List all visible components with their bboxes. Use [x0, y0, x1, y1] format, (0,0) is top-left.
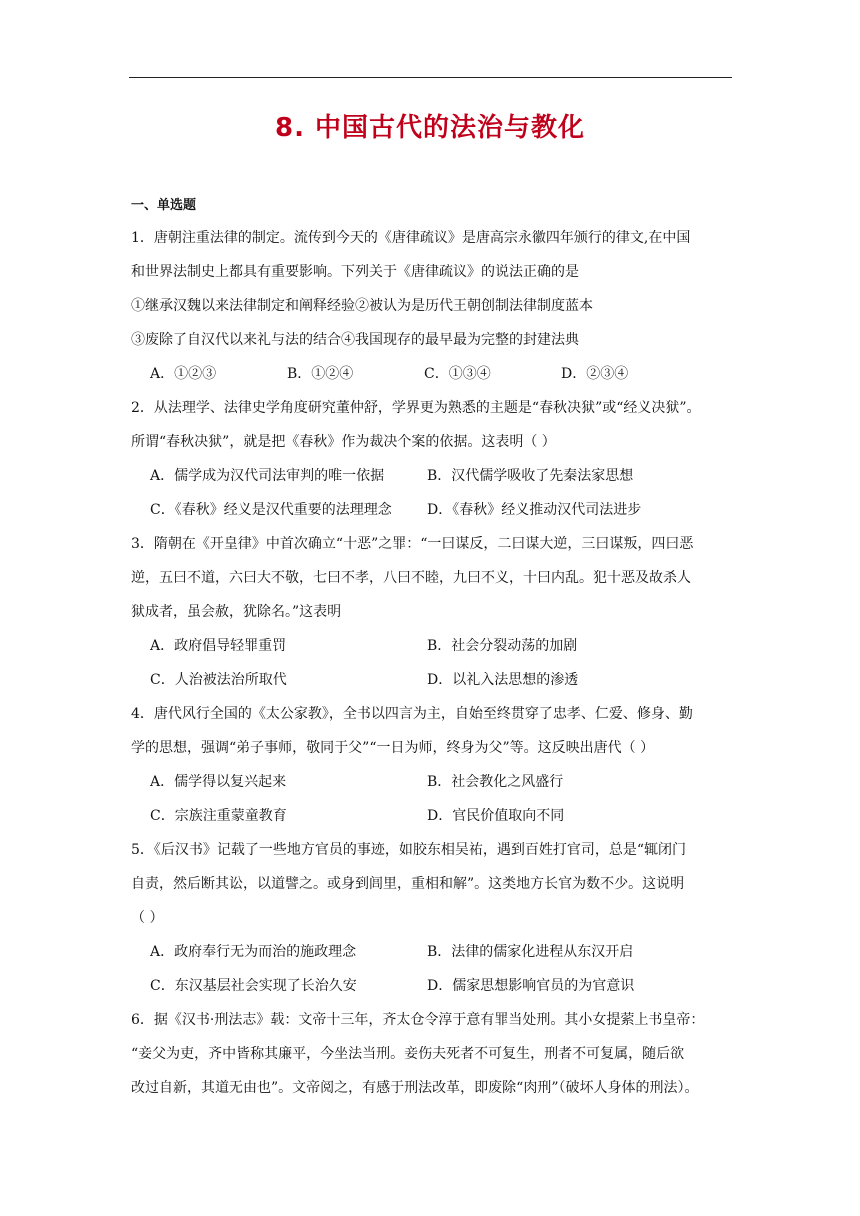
question-text-line: 狱成者，虽会赦，犹除名。”这表明 — [131, 604, 342, 620]
header-rule — [129, 77, 732, 78]
question-text-line: 逆，五曰不道，六曰大不敬，七曰不孝，八曰不睦，九曰不义，十曰内乱。犯十恶及故杀人 — [131, 570, 691, 586]
option-d[interactable]: D．儒家思想影响官员的为官意识 — [427, 978, 635, 994]
question-4 — [131, 697, 735, 833]
answer-options — [131, 493, 735, 527]
question-text-line: ①继承汉魏以来法律制定和阐释经验②被认为是历代王朝创制法律制度蓝本 — [131, 298, 593, 314]
option-b[interactable]: B．法律的儒家化进程从东汉开启 — [427, 944, 634, 960]
option-a[interactable]: A．政府奉行无为而治的施政理念 — [150, 944, 357, 960]
question-text-line: 2．从法理学、法律史学角度研究董仲舒，学界更为熟悉的主题是“春秋决狱”或“经义决狱”。 — [131, 400, 701, 416]
question-text-line: 改过自新，其道无由也”。文帝阅之，有感于刑法改革，即废除“肉刑”（破坏人身体的刑法）。 — [131, 1080, 699, 1096]
option-c[interactable]: C．《春秋》经义是汉代重要的法理理念 — [150, 502, 392, 518]
question-3 — [131, 527, 735, 697]
option-c[interactable]: C．东汉基层社会实现了长治久安 — [150, 978, 357, 994]
option-c[interactable]: C．人治被法治所取代 — [150, 672, 287, 688]
option-b[interactable]: B．汉代儒学吸收了先秦法家思想 — [427, 468, 634, 484]
answer-options — [131, 799, 735, 833]
question-text-line: 3．隋朝在《开皇律》中首次确立“十恶”之罪：“一曰谋反，二曰谋大逆，三曰谋叛，四曰恶 — [131, 536, 694, 552]
answer-options — [131, 969, 735, 1003]
option-b[interactable]: B．①②④ — [287, 366, 354, 382]
answer-options — [131, 765, 735, 799]
answer-options — [131, 663, 735, 697]
answer-options — [131, 357, 735, 391]
question-text-line: 4．唐代风行全国的《太公家教》，全书以四言为主，自始至终贯穿了忠孝、仁爱、修身、勤 — [131, 706, 693, 722]
document-body — [131, 195, 735, 1105]
option-b[interactable]: B．社会教化之风盛行 — [427, 774, 564, 790]
question-text-line: 5．《后汉书》记载了一些地方官员的事迹，如胶东相吴祐，遇到百姓打官司，总是“辄闭门 — [131, 842, 687, 858]
question-2 — [131, 391, 735, 527]
answer-options — [131, 935, 735, 969]
question-text-line: 和世界法制史上都具有重要影响。下列关于《唐律疏议》的说法正确的是 — [131, 264, 579, 280]
option-a[interactable]: A．儒学得以复兴起来 — [150, 774, 287, 790]
question-text-line: （ ） — [131, 910, 164, 926]
question-text-line: 所谓“春秋决狱”，就是把《春秋》作为裁决个案的依据。这表明（ ） — [131, 434, 556, 450]
option-c[interactable]: C．①③④ — [424, 366, 491, 382]
option-d[interactable]: D．②③④ — [561, 366, 629, 382]
section-heading: 一、单选题 — [131, 198, 197, 213]
question-text-line: 自责，然后断其讼，以道譬之。或身到闾里，重相和解”。这类地方长官为数不少。这说明 — [131, 876, 685, 892]
question-text-line: ③废除了自汉代以来礼与法的结合④我国现存的最早最为完整的封建法典 — [131, 332, 579, 348]
option-d[interactable]: D．以礼入法思想的渗透 — [427, 672, 579, 688]
document-title: 8. 中国古代的法治与教化 — [274, 113, 586, 143]
answer-options — [131, 629, 735, 663]
option-d[interactable]: D．《春秋》经义推动汉代司法进步 — [427, 502, 642, 518]
option-c[interactable]: C．宗族注重蒙童教育 — [150, 808, 287, 824]
question-5 — [131, 833, 735, 1003]
answer-options — [131, 459, 735, 493]
question-text-line: 学的思想，强调“弟子事师，敬同于父”“一日为师，终身为父”等。这反映出唐代（ ） — [131, 740, 655, 756]
option-a[interactable]: A．儒学成为汉代司法审判的唯一依据 — [150, 468, 385, 484]
option-b[interactable]: B．社会分裂动荡的加剧 — [427, 638, 578, 654]
option-a[interactable]: A．政府倡导轻罪重罚 — [150, 638, 287, 654]
option-d[interactable]: D．官民价值取向不同 — [427, 808, 565, 824]
question-1 — [131, 221, 735, 391]
question-text-line: 1．唐朝注重法律的制定。流传到今天的《唐律疏议》是唐高宗永徽四年颁行的律文,在中国 — [131, 230, 691, 246]
question-text-line: 6．据《汉书·刑法志》载：文帝十三年，齐太仓令淳于意有罪当处刑。其小女提萦上书皇帝： — [131, 1012, 705, 1028]
option-a[interactable]: A．①②③ — [150, 366, 217, 382]
question-6 — [131, 1003, 735, 1105]
question-text-line: “妾父为吏，齐中皆称其廉平，今坐法当刑。妾伤夫死者不可复生，刑者不可复属，随后欲 — [131, 1046, 685, 1062]
